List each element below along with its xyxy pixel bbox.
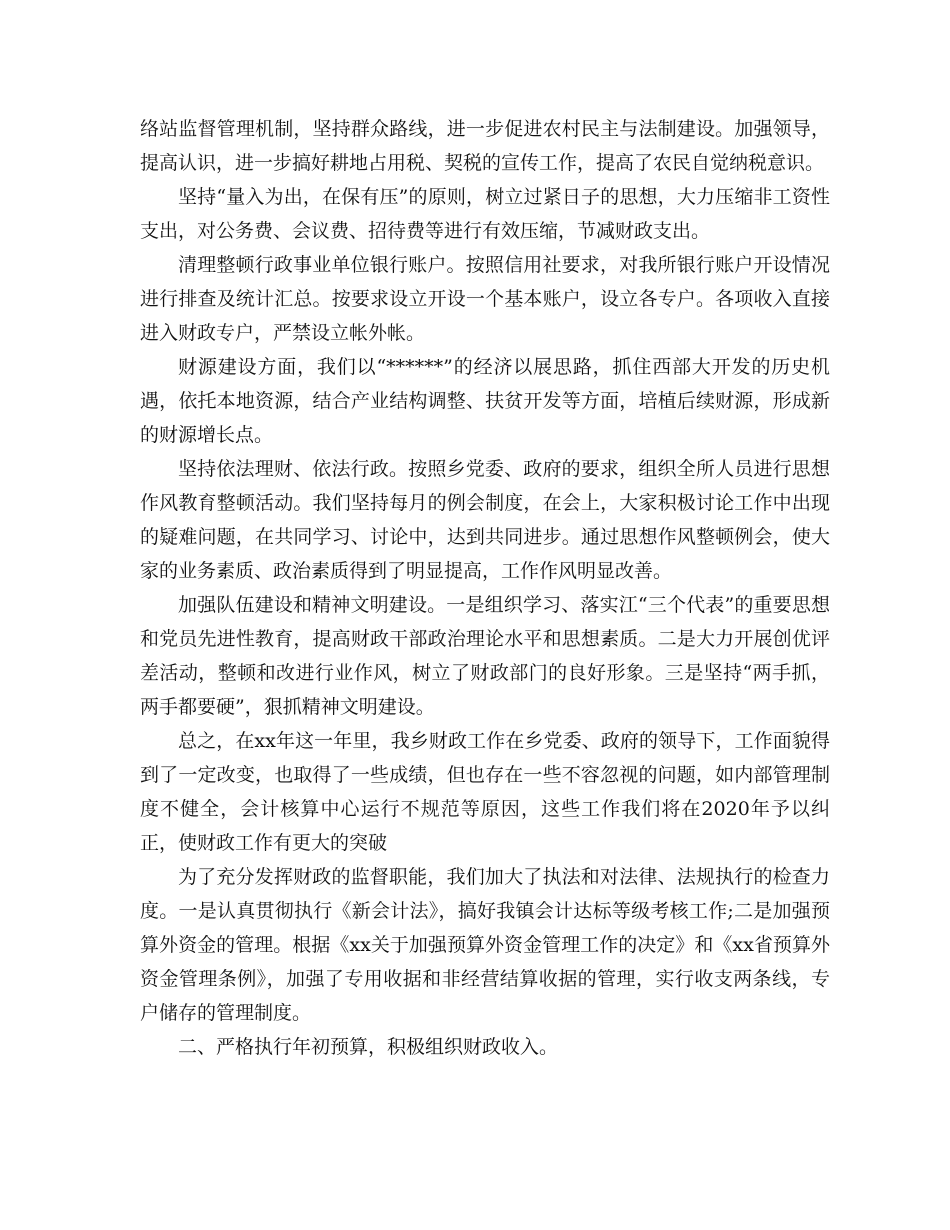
- paragraph-2: 坚持“量入为出，在保有压”的原则，树立过紧日子的思想，大力压缩非工资性支出，对公务费、会议费、招待费等进行有效压缩，节减财政支出。: [140, 186, 830, 242]
- paragraph-5: 坚持依法理财、依法行政。按照乡党委、政府的要求，组织全所人员进行思想作风教育整顿活动。我们坚持每月的例会制度，在会上，大家积极讨论工作中出现的疑难问题，在共同学习、讨论中，达到共同进步。通过思想作风整顿例会，使大家的业务素质、政治素质得到了明显提高，工作作风明显改善。: [140, 458, 830, 582]
- paragraph-7: 总之，在xx年这一年里，我乡财政工作在乡党委、政府的领导下，工作面貌得到了一定改变，也取得了一些成绩，但也存在一些不容忽视的问题，如内部管理制度不健全，会计核算中心运行不规范等原因，这些工作我们将在2020年予以纠正，使财政工作有更大的突破: [140, 730, 830, 854]
- paragraph-8: 为了充分发挥财政的监督职能，我们加大了执法和对法律、法规执行的检查力度。一是认真贯彻执行《新会计法》，搞好我镇会计达标等级考核工作;二是加强预算外资金的管理。根据《xx关于加强预算外资金管理工作的决定》和《xx省预算外资金管理条例》，加强了专用收据和非经营结算收据的管理，实行收支两条线，专户储存的管理制度。: [140, 866, 830, 1024]
- paragraph-6: 加强队伍建设和精神文明建设。一是组织学习、落实江“三个代表”的重要思想和党员先进性教育，提高财政干部政治理论水平和思想素质。二是大力开展创优评差活动，整顿和改进行业作风，树立了财政部门的良好形象。三是坚持“两手抓，两手都要硬”，狠抓精神文明建设。: [140, 594, 830, 718]
- paragraph-3: 清理整顿行政事业单位银行账户。按照信用社要求，对我所银行账户开设情况进行排查及统计汇总。按要求设立开设一个基本账户，设立各专户。各项收入直接进入财政专户，严禁设立帐外帐。: [140, 254, 830, 344]
- document-body: [140, 112, 830, 1064]
- paragraph-4: 财源建设方面，我们以“******”的经济以展思路，抓住西部大开发的历史机遇，依托本地资源，结合产业结构调整、扶贫开发等方面，培植后续财源，形成新的财源增长点。: [140, 356, 830, 446]
- paragraph-1: 络站监督管理机制，坚持群众路线，进一步促进农村民主与法制建设。加强领导，提高认识，进一步搞好耕地占用税、契税的宣传工作，提高了农民自觉纳税意识。: [140, 118, 830, 174]
- paragraph-9: 二、严格执行年初预算，积极组织财政收入。: [178, 1036, 559, 1058]
